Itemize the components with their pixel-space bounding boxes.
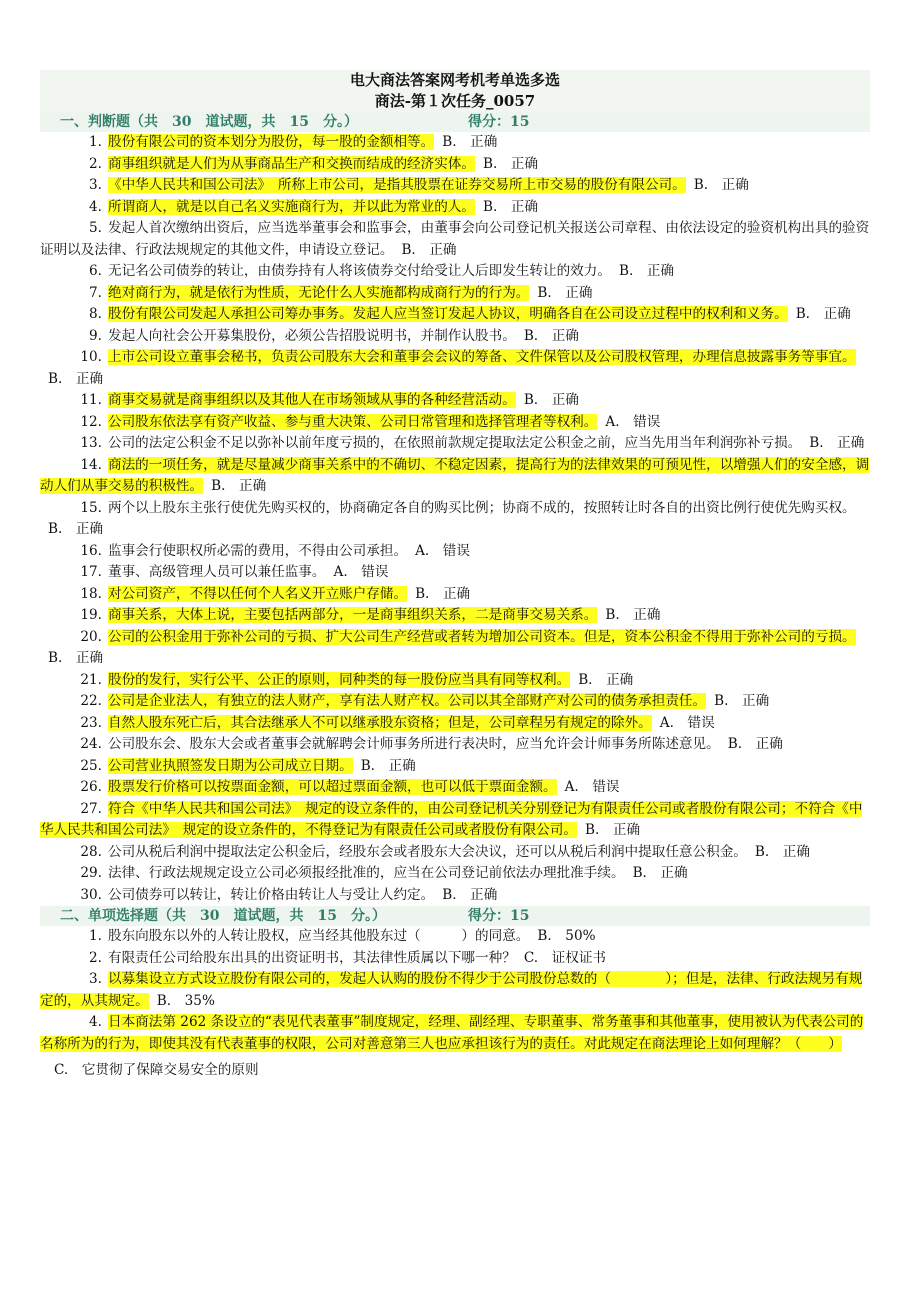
question-text: 商法的一项任务，就是尽量减少商事关系中的不确切、不稳定因素，提高行为的法律效果的可预见性，以增强人们的安全感，调动人们从事交易的积极性。 (40, 456, 870, 494)
question-number: 7. (89, 284, 102, 301)
document (40, 70, 870, 1081)
section-single-score: 得分：15 (468, 908, 530, 924)
question-text: 股票发行价格可以按票面金额，可以超过票面金额，也可以低于票面金额。 (108, 779, 557, 795)
question-answer: B. 正确 (48, 521, 104, 537)
question-number: 12. (80, 413, 102, 430)
question-text: 商事交易就是商事组织以及其他人在市场领域从事的各种经营活动。 (108, 392, 516, 408)
question-text: 两个以上股东主张行使优先购买权的，协商确定各自的购买比例；协商不成的，按照转让时各自的出资比例行使优先购买权。 (108, 499, 856, 516)
judge-question (40, 283, 870, 305)
question-text: 公司的法定公积金不足以弥补以前年度亏损的，在依照前款规定提取法定公积金之前，应当先用当年利润弥补亏损。 (108, 435, 802, 451)
question-number: 2. (89, 949, 102, 966)
question-answer: B. 正确 (211, 478, 267, 494)
question-number: 3. (89, 971, 102, 987)
question-text: 公司股东会、股东大会或者董事会就解聘会计师事务所进行表决时，应当允许会计师事务所陈述意见。 (108, 736, 720, 752)
doc-subtitle: 商法-第１次任务_0057 (40, 91, 870, 112)
question-text: 公司的公积金用于弥补公司的亏损、扩大公司生产经营或者转为增加公司资本。但是，资本公积金不得用于弥补公司的亏损。 (108, 628, 856, 645)
judge-question (40, 842, 870, 864)
question-answer: B. 正确 (584, 822, 641, 838)
question-text: 监事会行使职权所必需的费用，不得由公司承担。 (108, 542, 408, 559)
question-number: 6. (89, 263, 102, 279)
question-answer: B. 正确 (632, 865, 688, 881)
question-answer: B. 正确 (442, 134, 498, 150)
question-text: 发起人首次缴纳出资后，应当选举董事会和监事会，由董事会向公司登记机关报送公司章程、由依法设定的验资机构出具的验资证明以及法律、行政法规规定的其他文件，申请设立登记。 (40, 220, 870, 258)
question-text: 发起人向社会公开募集股份，必须公告招股说明书，并制作认股书。 (108, 327, 516, 344)
question-answer: B. 正确 (809, 435, 865, 451)
question-number: 4. (89, 198, 102, 215)
judge-question (40, 541, 870, 563)
question-number: 27. (80, 800, 102, 817)
judge-question (40, 584, 870, 606)
question-number: 4. (89, 1014, 102, 1030)
judge-question (40, 132, 870, 154)
question-answer: B. 50% (537, 928, 596, 944)
question-number: 19. (80, 607, 102, 623)
judge-question (40, 863, 870, 885)
question-text: 日本商法第 262 条设立的“表见代表董事”制度规定，经理、副经理、专职董事、常务董事和其他董事，使用被认为代表公司的名称所为的行为，即使其没有代表董事的权限，公司对善意第三人也应承担该行为的责任。对此规定在商法理论上如何理解？（ ） (40, 1014, 864, 1052)
question-text: 股东向股东以外的人转让股权，应当经其他股东过（ ）的同意。 (108, 928, 530, 944)
single-question-list (40, 926, 870, 1055)
question-text: 有限责任公司给股东出具的出资证明书，其法律性质属以下哪一种？ (108, 949, 516, 966)
question-number: 20. (80, 628, 102, 645)
question-text: 自然人股东死亡后，其合法继承人不可以继承股东资格；但是，公司章程另有规定的除外。 (108, 714, 652, 731)
single-question (40, 948, 870, 970)
question-number: 30. (80, 886, 102, 903)
question-answer: B. 正确 (483, 198, 539, 215)
judge-question (40, 670, 870, 692)
question-text: 股份的发行，实行公平、公正的原则，同种类的每一股份应当具有同等权利。 (108, 671, 571, 688)
question-answer: B. 正确 (578, 671, 634, 688)
question-text: 商事关系，大体上说，主要包括两部分，一是商事组织关系，二是商事交易关系。 (108, 607, 598, 623)
question-answer: A. 错误 (415, 542, 470, 559)
question-answer: B. 正确 (795, 306, 851, 322)
question-text: 《中华人民共和国公司法》 所称上市公司，是指其股票在证券交易所上市交易的股份有限公司。 (108, 177, 686, 193)
judge-question (40, 756, 870, 778)
judge-question (40, 777, 870, 799)
judge-question (40, 885, 870, 907)
question-number: 11. (80, 392, 102, 408)
judge-question (40, 304, 870, 326)
question-answer: B. 正确 (48, 650, 104, 666)
question-answer: B. 正确 (693, 177, 749, 193)
question-number: 29. (80, 865, 102, 881)
judge-question (40, 498, 870, 541)
question-number: 28. (80, 843, 102, 860)
question-number: 3. (89, 177, 102, 193)
judge-question (40, 218, 870, 261)
judge-question (40, 799, 870, 842)
question-answer: B. 正确 (618, 263, 675, 279)
judge-question-list (40, 132, 870, 906)
question-text: 股份有限公司的资本划分为股份，每一股的金额相等。 (108, 134, 435, 150)
question-number: 15. (80, 499, 102, 516)
judge-question (40, 433, 870, 455)
question-answer: C. 证权证书 (523, 949, 607, 966)
judge-question (40, 347, 870, 390)
judge-question (40, 734, 870, 756)
question-answer: B. 35% (156, 992, 215, 1009)
question-text: 公司股东依法享有资产收益、参与重大决策、公司日常管理和选择管理者等权利。 (108, 413, 598, 430)
judge-question (40, 605, 870, 627)
question-text: 以募集设立方式设立股份有限公司的，发起人认购的股份不得少于公司股份总数的（ ）；但是，法律、行政法规另有规定的，从其规定。 (40, 971, 863, 1009)
judge-question (40, 326, 870, 348)
judge-question (40, 412, 870, 434)
question-number: 5. (89, 220, 102, 236)
judge-question (40, 197, 870, 219)
question-text: 公司营业执照签发日期为公司成立日期。 (108, 757, 353, 774)
question-number: 18. (80, 585, 102, 602)
section-single-title: 二、单项选择题（共 30 道试题，共 15 分。） (60, 908, 386, 924)
question-number: 24. (80, 736, 102, 752)
question-number: 10. (80, 349, 102, 365)
judge-question (40, 713, 870, 735)
question-number: 17. (80, 564, 102, 580)
question-answer: B. 正确 (714, 693, 770, 709)
question-text: 绝对商行为，就是依行为性质，无论什么人实施都构成商行为的行为。 (108, 284, 530, 301)
question-text: 公司是企业法人，有独立的法人财产，享有法人财产权。公司以其全部财产对公司的债务承担责任。 (108, 693, 707, 709)
question-number: 13. (80, 435, 102, 451)
section-single-header (40, 906, 870, 926)
question-4-answer: C. 它贯彻了保障交易安全的原则 (54, 1062, 259, 1078)
judge-question (40, 627, 870, 670)
question-text: 法律、行政法规规定设立公司必须报经批准的，应当在公司登记前依法办理批准手续。 (108, 865, 625, 881)
judge-question (40, 562, 870, 584)
question-number: 9. (89, 327, 102, 344)
judge-question (40, 455, 870, 498)
question-text: 董事、高级管理人员可以兼任监事。 (108, 564, 326, 580)
question-answer: B. 正确 (401, 241, 457, 258)
question-number: 25. (80, 757, 102, 774)
question-answer: B. 正确 (523, 392, 579, 408)
question-number: 21. (80, 671, 102, 688)
question-answer: B. 正确 (442, 886, 498, 903)
question-number: 1. (89, 134, 102, 150)
judge-question (40, 175, 870, 197)
single-question (40, 969, 870, 1012)
question-number: 23. (80, 714, 102, 731)
question-answer: B. 正确 (48, 370, 104, 387)
question-number: 1. (89, 928, 102, 944)
question-number: 14. (80, 456, 102, 473)
section-judge-header (40, 112, 870, 132)
question-number: 22. (80, 693, 102, 709)
judge-question (40, 390, 870, 412)
single-question (40, 1012, 870, 1055)
question-text: 上市公司设立董事会秘书，负责公司股东大会和董事会会议的筹备、文件保管以及公司股权管理，办理信息披露事务等事宜。 (108, 349, 856, 365)
question-answer: A. 错误 (659, 714, 715, 731)
question-answer: B. 正确 (415, 585, 471, 602)
question-answer: A. 错误 (605, 413, 661, 430)
question-answer: B. 正确 (483, 155, 539, 172)
question-text: 公司从税后利润中提取法定公积金后，经股东会或者股东大会决议，还可以从税后利润中提取任意公积金。 (108, 843, 747, 860)
question-text: 股份有限公司发起人承担公司筹办事务。发起人应当签订发起人协议，明确各自在公司设立过程中的权利和义务。 (108, 306, 788, 322)
question-answer: B. 正确 (360, 757, 416, 774)
question-text: 对公司资产，不得以任何个人名义开立账户存储。 (108, 585, 408, 602)
section-judge-title: 一、判断题（共 30 道试题，共 15 分。） (60, 114, 358, 130)
question-answer: A. 错误 (564, 779, 620, 795)
section-judge-score: 得分：15 (468, 114, 530, 130)
question-number: 16. (80, 542, 102, 559)
question-answer: B. 正确 (537, 284, 593, 301)
question-answer: B. 正确 (605, 607, 661, 623)
question-answer: B. 正确 (727, 736, 783, 752)
question-text: 符合《中华人民共和国公司法》 规定的设立条件的，由公司登记机关分别登记为有限责任公司或者股份有限公司；不符合《中华人民共和国公司法》 规定的设立条件的，不得登记为有限责任公司或者股份有限公司。 (40, 800, 863, 838)
question-number: 8. (89, 306, 102, 322)
question-answer: B. 正确 (754, 843, 810, 860)
question-answer: B. 正确 (523, 327, 579, 344)
question-answer: A. 错误 (333, 564, 389, 580)
single-question (40, 926, 870, 948)
doc-title: 电大商法答案网考机考单选多选 (40, 70, 870, 91)
question-text: 商事组织就是人们为从事商品生产和交换而结成的经济实体。 (108, 155, 476, 172)
question-number: 26. (80, 779, 102, 795)
question-text: 所谓商人，就是以自己名义实施商行为，并以此为常业的人。 (108, 198, 476, 215)
judge-question (40, 154, 870, 176)
question-text: 公司债券可以转让，转让价格由转让人与受让人约定。 (108, 886, 435, 903)
question-text: 无记名公司债券的转让，由债券持有人将该债券交付给受让人后即发生转让的效力。 (108, 263, 611, 279)
judge-question (40, 261, 870, 283)
question-number: 2. (89, 155, 102, 172)
judge-question (40, 691, 870, 713)
